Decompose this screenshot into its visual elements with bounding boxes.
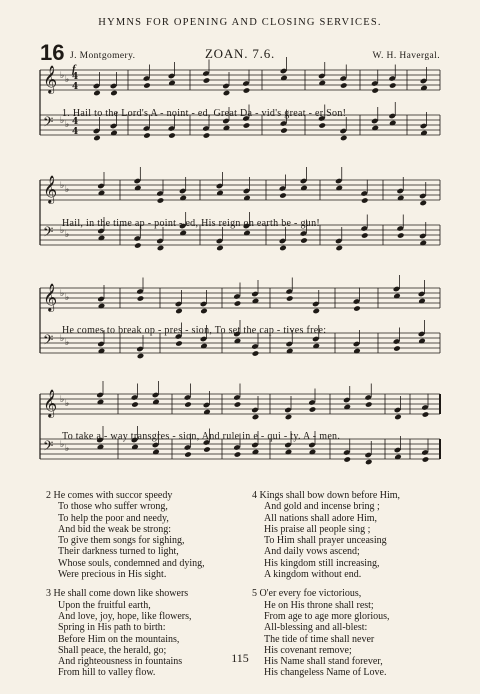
time-signature-icon: 4 — [72, 82, 79, 92]
flat-icon: ♭ — [60, 181, 65, 191]
verse-line: From hill to valley flow. — [58, 667, 156, 679]
note-head — [131, 401, 139, 408]
flat-icon: ♭ — [65, 185, 70, 195]
time-signature-icon: 4 — [72, 117, 79, 127]
flat-icon: ♭ — [65, 444, 70, 454]
flat-icon: ♭ — [65, 293, 70, 303]
verse-line: Whose souls, condemned and dying, — [58, 557, 205, 569]
note-head — [343, 456, 351, 463]
note-head — [361, 197, 369, 204]
note-head — [168, 132, 176, 139]
note-head — [175, 340, 183, 347]
note-head — [312, 308, 320, 315]
note-head — [203, 132, 211, 139]
verse-line: From age to age more glorious, — [264, 610, 390, 622]
bass-clef-icon: 𝄢 — [43, 114, 54, 133]
note-head — [252, 350, 260, 357]
note-head — [335, 245, 343, 252]
note-head — [394, 414, 402, 421]
note-head — [137, 295, 145, 302]
lyric-line-2: Hail, in the time ap - point - ed, His reign on earth be - gun! — [62, 218, 321, 229]
verse-line: His covenant remove; — [264, 644, 352, 656]
note-head — [371, 87, 379, 94]
note-head — [157, 245, 165, 252]
note-head — [157, 197, 165, 204]
flat-icon: ♭ — [60, 289, 65, 299]
lyric-line-3: He comes to break op - pres - sion, To set the cap - tives free: — [62, 325, 327, 336]
hymn-composer: W. H. Havergal. — [372, 51, 440, 61]
hymn-author: J. Montgomery. — [70, 51, 136, 61]
note-head — [300, 237, 308, 244]
verse-line: A kingdom without end. — [264, 569, 362, 581]
flat-icon: ♭ — [65, 399, 70, 409]
flat-icon: ♭ — [65, 75, 70, 85]
verse-line: And bid the weak be strong: — [58, 523, 172, 535]
verse-line: Before Him on the mountains, — [58, 633, 180, 645]
note-head — [361, 232, 369, 239]
lyric-line-4: To take a - way transgres - sion, And rule in e - qui - ty. A - men. — [62, 431, 341, 442]
note-head — [216, 245, 224, 252]
dynamic-marking: f — [72, 63, 76, 75]
flat-icon: ♭ — [60, 395, 65, 405]
bass-clef-icon: 𝄢 — [43, 332, 54, 351]
note-head — [243, 87, 251, 94]
lyric-line-1: 1. Hail to the Lord's A - noint - ed, Great Da - vid's great - er Son! — [62, 108, 347, 119]
bass-clef-icon: 𝄢 — [43, 438, 54, 457]
note-head — [203, 446, 211, 453]
verse-line: To give them songs for sighing, — [58, 535, 185, 547]
note-head — [200, 308, 208, 315]
verse-line: And daily vows ascend; — [264, 546, 360, 558]
verse-line: The tide of time shall never — [264, 633, 375, 645]
treble-clef-icon: 𝄞 — [43, 65, 58, 93]
note-head — [340, 82, 348, 89]
note-head — [184, 451, 192, 458]
flat-icon: ♭ — [60, 334, 65, 344]
note-head — [93, 90, 101, 97]
note-head — [175, 308, 183, 315]
flat-icon: ♭ — [60, 71, 65, 81]
note-head — [365, 459, 373, 466]
note-head — [340, 135, 348, 142]
note-head — [279, 192, 287, 199]
verse-line: To help the poor and needy, — [58, 512, 169, 524]
verse-line: His Name shall stand forever, — [264, 656, 383, 668]
flat-icon: ♭ — [65, 120, 70, 130]
verse-line: Shall peace, the herald, go; — [58, 644, 167, 656]
verse-line: His changeless Name of Love. — [264, 667, 387, 679]
running-title: HYMNS FOR OPENING AND CLOSING SERVICES. — [98, 17, 382, 28]
verse-line: And gold and incense bring ; — [264, 501, 380, 513]
note-head — [286, 295, 294, 302]
flat-icon: ♭ — [65, 230, 70, 240]
flat-icon: ♭ — [60, 226, 65, 236]
note-head — [365, 401, 373, 408]
verse-line: He on His throne shall rest; — [264, 599, 374, 611]
verse-line: His kingdom still increasing, — [264, 557, 380, 569]
time-signature-icon: 4 — [72, 72, 79, 82]
note-head — [134, 242, 142, 249]
note-head — [223, 90, 231, 97]
verse-line: To those who suffer wrong, — [58, 501, 168, 513]
note-head — [393, 345, 401, 352]
note-head — [110, 90, 118, 97]
verse-line: And love, joy, hope, like flowers, — [58, 610, 192, 622]
flat-icon: ♭ — [65, 338, 70, 348]
treble-clef-icon: 𝄞 — [43, 175, 58, 203]
verse-line: All-blessing and all-blest: — [264, 622, 368, 634]
note-head — [422, 456, 430, 463]
verse-line: 5 O'er every foe victorious, — [252, 588, 362, 600]
note-head — [234, 451, 242, 458]
verse-line: All nations shall adore Him, — [264, 512, 378, 524]
note-head — [243, 122, 251, 129]
note-head — [143, 132, 151, 139]
note-head — [143, 82, 151, 89]
note-head — [203, 77, 211, 84]
time-signature-icon: 4 — [72, 127, 79, 137]
bass-clef-icon: 𝄢 — [43, 224, 54, 243]
note-head — [422, 411, 430, 418]
note-head — [93, 135, 101, 142]
flat-icon: ♭ — [60, 440, 65, 450]
verse-line: His praise all people sing ; — [264, 523, 371, 535]
verse-line: 2 He comes with succor speedy — [46, 490, 173, 501]
verse-line: 4 Kings shall bow down before Him, — [252, 490, 401, 501]
verse-line: Spring in His path to birth: — [58, 622, 166, 634]
verse-line: Upon the fruitful earth, — [58, 599, 151, 611]
hymn-number: 16 — [40, 40, 65, 65]
note-head — [353, 305, 361, 312]
note-head — [397, 232, 405, 239]
flat-icon: ♭ — [60, 116, 65, 126]
note-head — [419, 200, 427, 207]
verse-line: Were precious in His sight. — [58, 569, 167, 581]
note-head — [234, 401, 242, 408]
note-head — [280, 127, 288, 134]
verse-line: To Him shall prayer unceasing — [264, 535, 387, 547]
verse-line: Their darkness turned to light, — [58, 546, 179, 558]
verse-line: 3 He shall come down like showers — [46, 588, 189, 600]
note-head — [285, 414, 293, 421]
stanza-4 — [252, 490, 452, 580]
note-head — [234, 300, 242, 307]
treble-clef-icon: 𝄞 — [43, 389, 58, 417]
page-number: 115 — [231, 651, 249, 665]
tune-name: ZOAN. 7.6. — [204, 46, 276, 61]
note-head — [184, 401, 192, 408]
note-head — [137, 353, 145, 360]
note-head — [279, 245, 287, 252]
note-head — [389, 82, 397, 89]
treble-clef-icon: 𝄞 — [43, 283, 58, 311]
note-head — [318, 122, 326, 129]
note-head — [309, 406, 317, 413]
note-head — [252, 414, 260, 421]
stanza-2 — [46, 490, 246, 580]
verse-line: And righteousness in fountains — [58, 656, 183, 668]
